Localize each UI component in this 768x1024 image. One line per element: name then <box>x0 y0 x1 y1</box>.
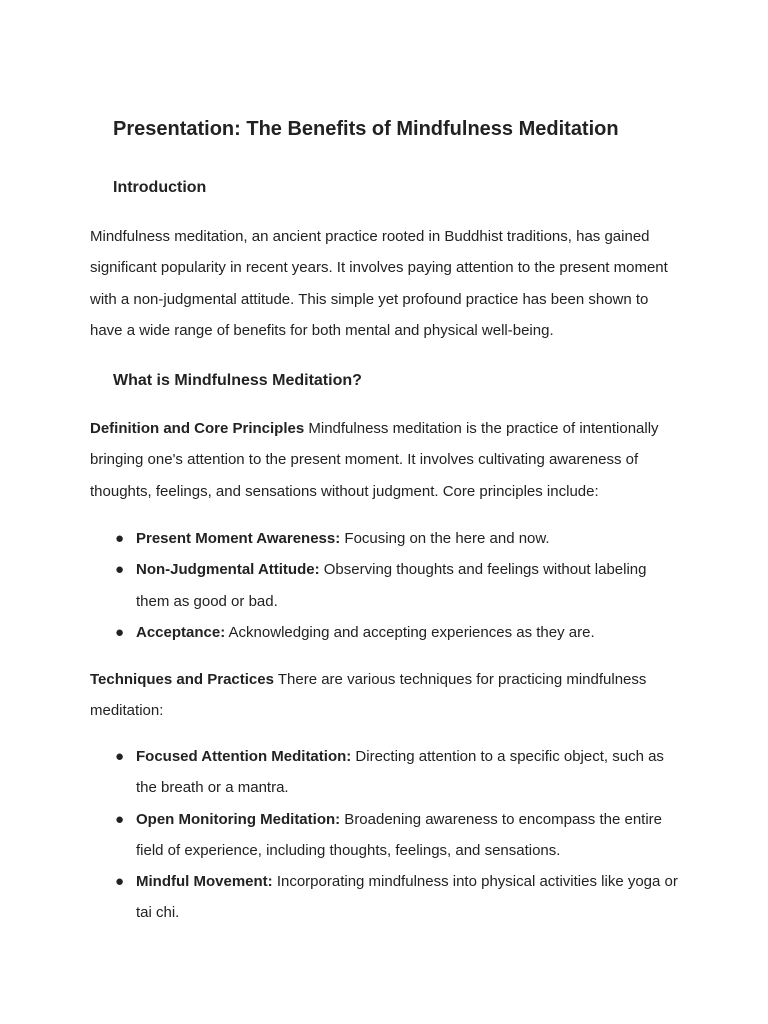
list-item-desc: Observing thoughts and feelings without labeling them as good or bad. <box>136 561 647 610</box>
list-item-term: Focused Attention Meditation: <box>136 748 352 765</box>
list-item-desc: Incorporating mindfulness into physical activities like yoga or tai chi. <box>136 873 678 922</box>
list-item-desc: Focusing on the here and now. <box>340 530 550 547</box>
list-item-term: Mindful Movement: <box>136 873 273 891</box>
definition-lead: Definition and Core Principles <box>90 420 305 437</box>
list-item <box>90 741 680 804</box>
what-is-heading: What is Mindfulness Meditation? <box>113 372 362 389</box>
definition-paragraph <box>90 413 680 507</box>
page-title: Presentation: The Benefits of Mindfulness Meditation <box>113 118 619 140</box>
principles-list <box>90 523 680 648</box>
list-item <box>90 554 680 617</box>
techniques-lead: Techniques and Practices <box>90 671 274 688</box>
techniques-paragraph <box>90 664 680 727</box>
list-item-desc: Acknowledging and accepting experiences as they are. <box>225 623 595 641</box>
definition-text: Mindfulness meditation is the practice of intentionally bringing one's attention to the present moment. It involves cultivating awareness of thoughts, feelings, and sensations without judgment. Core principles include: <box>90 420 659 500</box>
list-item-term: Open Monitoring Meditation: <box>136 810 341 828</box>
introduction-heading: Introduction <box>113 179 207 196</box>
introduction-paragraph: Mindfulness meditation, an ancient practice rooted in Buddhist traditions, has gained significant popularity in recent years. It involves paying attention to the present moment with a non-judgmental attitude. This simple yet profound practice has been shown to have a wide range of benefits for both mental and physical well-being. <box>90 228 668 339</box>
list-item <box>90 866 680 929</box>
list-item <box>90 617 680 648</box>
list-item-term: Present Moment Awareness: <box>136 530 341 547</box>
list-item <box>90 804 680 867</box>
bullet-icon: ● <box>115 810 125 828</box>
list-item-desc: Directing attention to a specific object, such as the breath or a mantra. <box>136 748 664 797</box>
techniques-text: There are various techniques for practicing mindfulness meditation: <box>90 671 647 720</box>
bullet-icon: ● <box>115 873 125 891</box>
bullet-icon: ● <box>115 561 125 579</box>
bullet-icon: ● <box>115 530 125 547</box>
bullet-icon: ● <box>115 748 125 765</box>
list-item <box>90 523 680 554</box>
bullet-icon: ● <box>115 623 125 641</box>
list-item-desc: Broadening awareness to encompass the entire field of experience, including thoughts, feelings, and sensations. <box>136 810 663 859</box>
list-item-term: Acceptance: <box>136 623 226 641</box>
practices-list <box>90 741 680 929</box>
list-item-term: Non-Judgmental Attitude: <box>136 561 320 579</box>
